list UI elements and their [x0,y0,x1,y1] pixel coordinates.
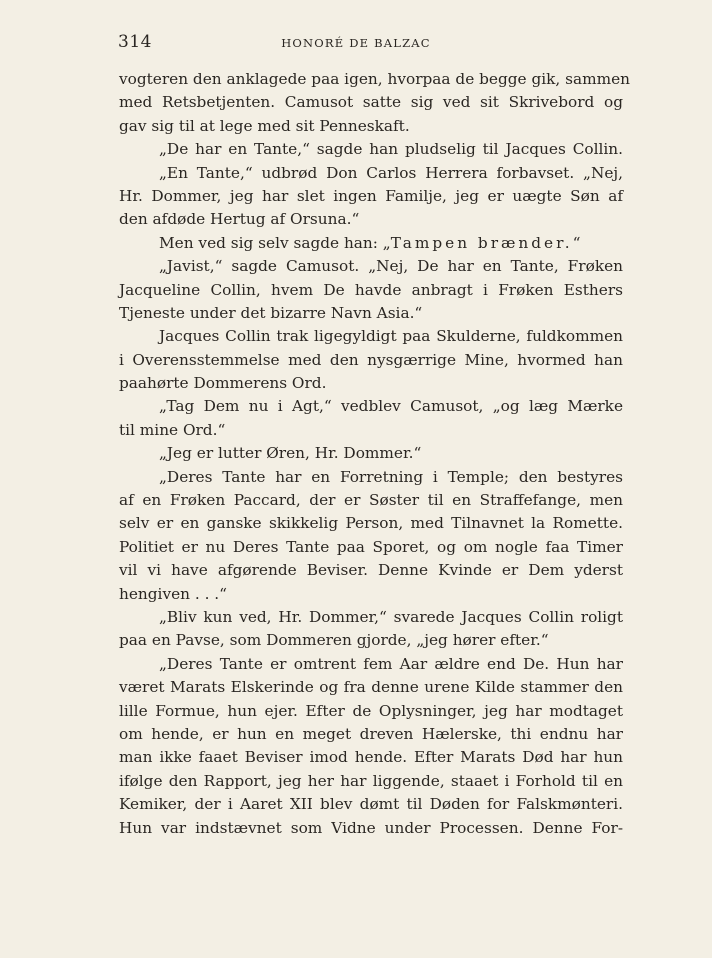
text-segment: Men ved sig selv sagde han: „ [159,233,391,252]
text-line: paahørte Dommerens Ord. [119,374,327,393]
body-text [119,68,631,840]
text-line: vogteren den anklagede paa igen, hvorpaa de begge gik, sammen [119,70,631,88]
text-line: man ikke faaet Beviser imod hende. Efter Marats Død har hun [119,748,623,767]
text-line: Tjeneste under det bizarre Navn Asia.“ [119,303,423,322]
text-line: „Jeg er lutter Øren, Hr. Dommer.“ [159,444,422,463]
text-line: hengiven . . .“ [119,584,227,603]
text-line: vil vi have afgørende Beviser. Denne Kvinde er Dem yderst [119,561,623,580]
text-line: „Deres Tante har en Forretning i Temple; den bestyres [159,467,623,486]
emphasized-phrase: Tampen brænder. [390,233,573,252]
text-line: lille Formue, hun ejer. Efter de Oplysninger, jeg har modtaget [119,701,623,720]
text-line: Jacqueline Collin, hvem De havde anbragt i Frøken Esthers [119,280,623,299]
text-line: Kemiker, der i Aaret XII blev dømt til Døden for Falskmønteri. [119,795,623,814]
text-line: „Tag Dem nu i Agt,“ vedblev Camusot, „og læg Mærke [159,397,623,416]
text-line: Hun var indstævnet som Vidne under Processen. Denne For- [119,818,623,837]
text-line: „De har en Tante,“ sagde han pludselig til Jacques Collin. [159,140,623,159]
text-line: paa en Pavse, som Dommeren gjorde, „jeg hører efter.“ [119,631,549,650]
text-line: til mine Ord.“ [119,420,226,439]
text-line: „En Tante,“ udbrød Don Carlos Herrera forbavset. „Nej, [159,163,623,182]
text-line: om hende, er hun en meget dreven Hælerske, thi endnu har [119,724,623,743]
text-line [119,232,623,255]
text-line: den afdøde Hertug af Orsuna.“ [119,210,360,229]
text-line: selv er en ganske skikkelig Person, med Tilnavnet la Romette. [119,514,623,533]
page-header [0,32,712,54]
text-line: „Javist,“ sagde Camusot. „Nej, De har en Tante, Frøken [159,257,623,276]
text-line: „Deres Tante er omtrent fem Aar ældre end De. Hun har [159,654,623,673]
text-line: med Retsbetjenten. Camusot satte sig ved sit Skrivebord og [119,93,623,112]
text-line: været Marats Elskerinde og fra denne urene Kilde stammer den [119,678,623,697]
page-number: 314 [118,32,152,52]
text-line: Politiet er nu Deres Tante paa Sporet, og om nogle faa Timer [119,537,623,556]
running-head: HONORÉ DE BALZAC [281,36,431,50]
text-line: „Bliv kun ved, Hr. Dommer,“ svarede Jacques Collin roligt [159,607,623,626]
text-segment: “ [572,233,581,252]
text-line: Hr. Dommer, jeg har slet ingen Familje, jeg er uægte Søn af [119,186,623,205]
text-line: i Overensstemmelse med den nysgærrige Mine, hvormed han [119,350,623,369]
text-line: Jacques Collin trak ligegyldigt paa Skulderne, fuldkommen [159,327,623,346]
text-line: af en Frøken Paccard, der er Søster til en Straffefange, men [119,491,623,510]
text-line: ifølge den Rapport, jeg her har liggende, staaet i Forhold til en [119,771,623,790]
text-line: gav sig til at lege med sit Penneskaft. [119,116,410,135]
